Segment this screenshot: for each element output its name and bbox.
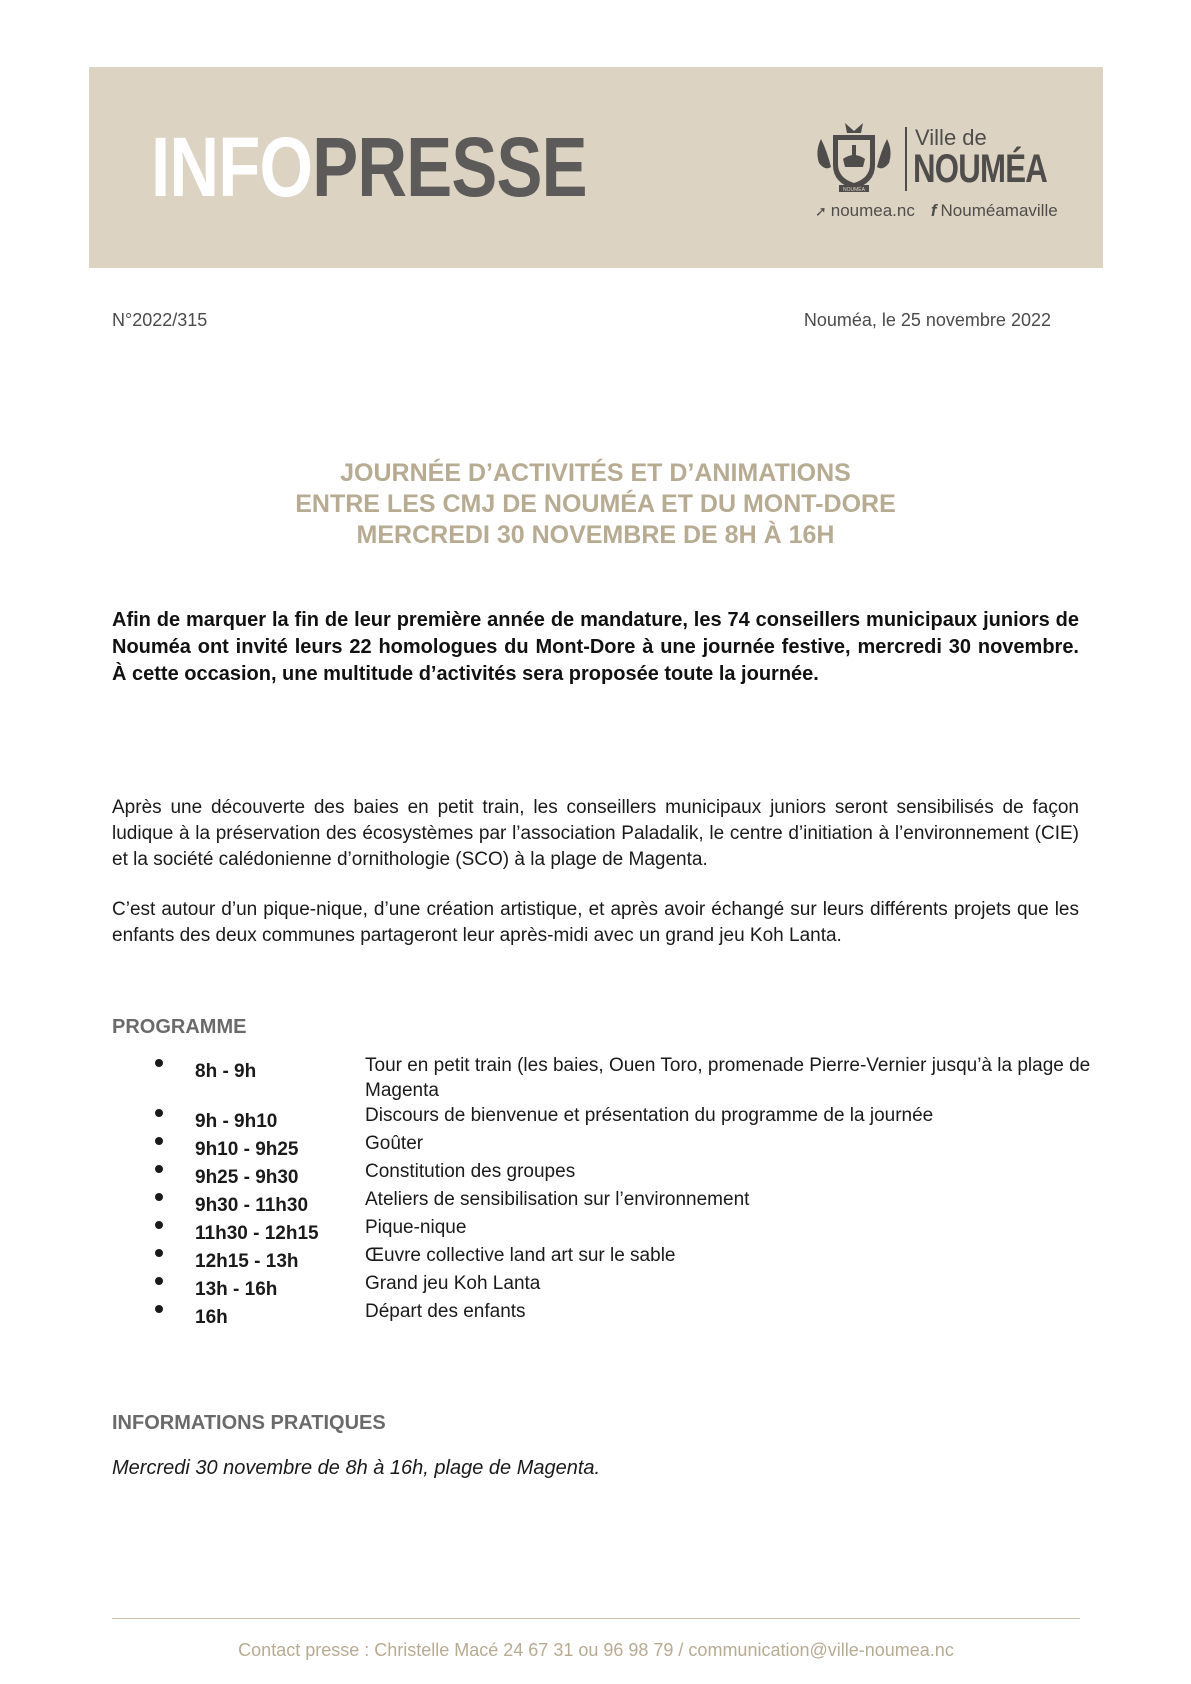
programme-activity: Pique-nique — [365, 1217, 467, 1238]
programme-activity: Œuvre collective land art sur le sable — [365, 1245, 676, 1266]
footer-contact: Contact presse : Christelle Macé 24 67 31 ou 96 98 79 / communication@ville-noumea.nc — [238, 1640, 954, 1660]
programme-item — [155, 1053, 1135, 1103]
body-paragraph-1: Après une découverte des baies en petit train, les conseillers municipaux juniors seront sensibilisés de façon ludique à la préservation des écosystèmes par l’association Paladalik, le centre d’initiation à l’environnement (CIE) et la société calédonienne d’ornithologie (SCO) à la plage de Magenta. — [112, 797, 1079, 870]
bullet-icon — [155, 1165, 163, 1173]
programme-activity: Discours de bienvenue et présentation du programme de la journée — [365, 1105, 934, 1126]
send-arrow-icon: ➚ — [815, 202, 827, 219]
logo-noumea: NOUMÉA — [913, 147, 1047, 191]
practical-info-heading: INFORMATIONS PRATIQUES — [112, 1412, 386, 1434]
ville-de-noumea-logo — [813, 121, 1058, 221]
footer-divider — [112, 1618, 1080, 1619]
title-line-2: ENTRE LES CMJ DE NOUMÉA ET DU MONT-DORE — [295, 490, 896, 518]
title-line-1: JOURNÉE D’ACTIVITÉS ET D’ANIMATIONS — [340, 459, 851, 487]
programme-time: 12h15 - 13h — [195, 1251, 299, 1272]
programme-activity: Grand jeu Koh Lanta — [365, 1273, 541, 1294]
programme-item — [155, 1159, 1135, 1187]
programme-activity: Tour en petit train (les baies, Ouen Toro, promenade Pierre-Vernier jusqu’à la plage de Magenta — [365, 1055, 1091, 1101]
bullet-icon — [155, 1137, 163, 1145]
body-paragraph-2: C’est autour d’un pique-nique, d’une création artistique, et après avoir échangé sur leurs différents projets que les enfants des deux communes partageront leur après-midi avec un grand jeu Koh Lanta. — [112, 899, 1079, 946]
programme-time: 9h25 - 9h30 — [195, 1167, 299, 1188]
programme-activity: Ateliers de sensibilisation sur l’environnement — [365, 1189, 750, 1210]
programme-time: 13h - 16h — [195, 1279, 278, 1300]
facebook-icon: f — [930, 201, 937, 220]
header-banner — [89, 67, 1103, 268]
programme-item — [155, 1103, 1135, 1131]
programme-item — [155, 1243, 1135, 1271]
programme-item — [155, 1299, 1135, 1327]
infopresse-wordmark — [151, 117, 587, 217]
programme-item — [155, 1215, 1135, 1243]
bullet-icon — [155, 1305, 163, 1313]
programme-activity: Constitution des groupes — [365, 1161, 576, 1182]
programme-item — [155, 1271, 1135, 1299]
press-reference: N°2022/315 — [112, 310, 208, 330]
brand-presse: PRESSE — [312, 120, 587, 214]
press-title — [112, 458, 1079, 551]
bullet-icon — [155, 1109, 163, 1117]
bullet-icon — [155, 1277, 163, 1285]
bullet-icon — [155, 1059, 163, 1067]
programme-time: 16h — [195, 1307, 228, 1328]
practical-info-text: Mercredi 30 novembre de 8h à 16h, plage de Magenta. — [112, 1457, 601, 1479]
logo-social-handle[interactable]: Nouméamaville — [940, 201, 1058, 220]
logo-site[interactable]: noumea.nc — [830, 201, 915, 220]
programme-item — [155, 1131, 1135, 1159]
bullet-icon — [155, 1193, 163, 1201]
programme-heading: PROGRAMME — [112, 1016, 247, 1038]
logo-social-links — [815, 201, 1058, 221]
programme-time: 9h10 - 9h25 — [195, 1139, 299, 1160]
lead-paragraph: Afin de marquer la fin de leur première année de mandature, les 74 conseillers municipaux juniors de Nouméa ont invité leurs 22 homologues du Mont-Dore à une journée festive, mercredi 30 novembre. À cette occasion, une multitude d’activités sera proposée toute la journée. — [112, 609, 1079, 685]
programme-list — [155, 1053, 1135, 1327]
crest-caption: NOUMÉA — [843, 187, 865, 193]
title-line-3: MERCREDI 30 NOVEMBRE DE 8H À 16H — [356, 521, 835, 549]
logo-ville-de: Ville de — [915, 125, 987, 150]
programme-time: 9h - 9h10 — [195, 1111, 278, 1132]
bullet-icon — [155, 1249, 163, 1257]
programme-time: 11h30 - 12h15 — [195, 1223, 319, 1244]
press-date: Nouméa, le 25 novembre 2022 — [803, 310, 1051, 330]
bullet-icon — [155, 1221, 163, 1229]
programme-activity: Départ des enfants — [365, 1301, 526, 1322]
logo-separator — [905, 127, 907, 191]
programme-time: 8h - 9h — [195, 1061, 257, 1082]
city-crest-icon — [813, 121, 895, 193]
programme-activity: Goûter — [365, 1133, 424, 1154]
programme-time: 9h30 - 11h30 — [195, 1195, 309, 1216]
programme-item — [155, 1187, 1135, 1215]
brand-info: INFO — [151, 120, 313, 214]
